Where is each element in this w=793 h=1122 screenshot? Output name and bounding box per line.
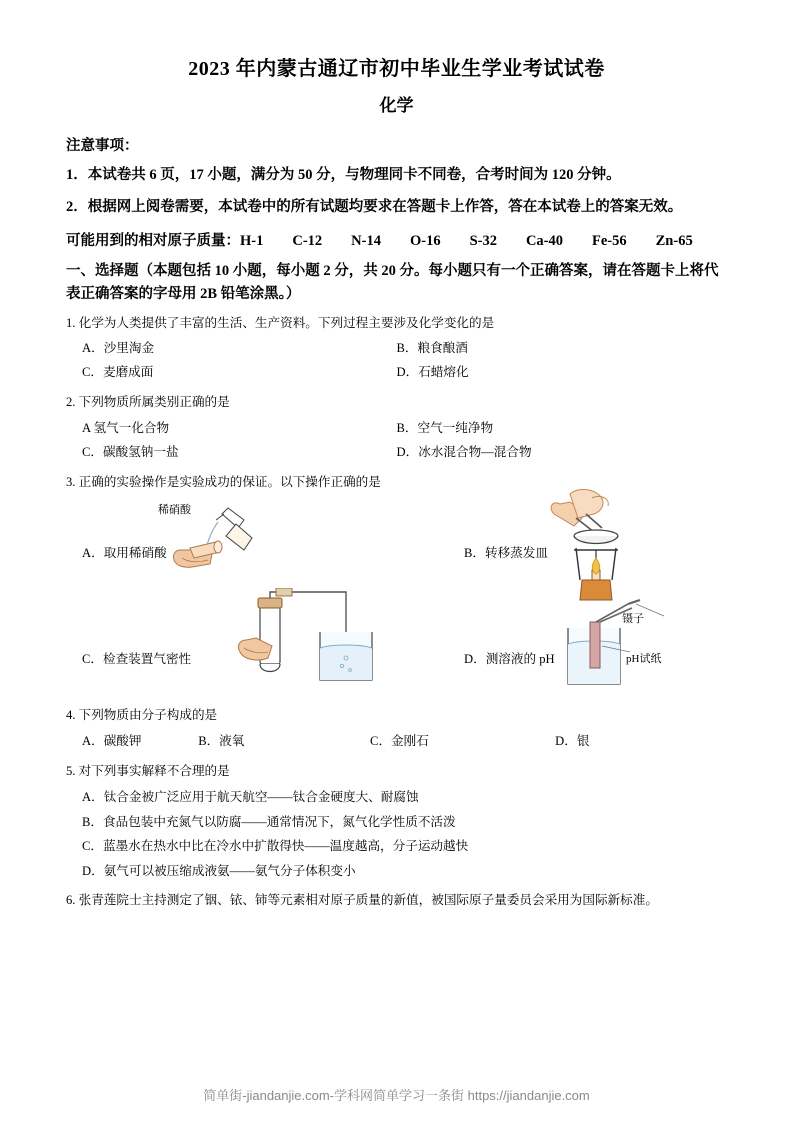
question-5-option-d[interactable]: D．氨气可以被压缩成液氨——氨气分子体积变小: [82, 863, 356, 878]
question-6-stem: 6. 张青莲院士主持测定了铟、铱、铈等元素相对原子质量的新值，被国际原子量委员会采用为国际新标准。: [66, 893, 658, 908]
question-3-stem: 3. 正确的实验操作是实验成功的保证。以下操作正确的是: [66, 474, 381, 489]
question-3-label-dilute-nitric-acid: 稀硝酸: [158, 504, 191, 517]
figure-pouring-acid-icon: [166, 506, 276, 586]
question-1-options: [66, 337, 727, 361]
question-2-option-a[interactable]: A 氢气一化合物: [82, 420, 170, 435]
question-2-options-2: [66, 441, 727, 465]
question-4-options: [66, 730, 727, 754]
question-3-option-c[interactable]: C．检查装置气密性: [82, 652, 192, 667]
figure-ph-measure-icon: [544, 598, 674, 698]
question-4-option-b[interactable]: B．液氧: [198, 733, 245, 748]
figure-airtightness-check-icon: [216, 588, 416, 698]
question-3-option-b[interactable]: B．转移蒸发皿: [464, 546, 548, 561]
question-2-option-d[interactable]: D．冰水混合物—混合物: [396, 444, 532, 459]
question-3-label-ph-paper: pH试纸: [626, 653, 662, 666]
question-1-options-2: [66, 361, 727, 385]
question-1-stem: 1. 化学为人类提供了丰富的生活、生产资料。下列过程主要涉及化学变化的是: [66, 315, 495, 330]
question-1-option-a[interactable]: A．沙里淘金: [82, 341, 155, 356]
notice-item-2: 2．根据网上阅卷需要，本试卷中的所有试题均要求在答题卡上作答，答在本试卷上的答案无效。: [66, 198, 683, 215]
question-3-label-tweezers: 镊子: [622, 613, 644, 626]
notice-item-1: 1．本试卷共 6 页，17 小题，满分为 50 分，与物理同卡不同卷，合考时间为 120 分钟。: [66, 167, 621, 183]
subject-title: 化学: [379, 96, 414, 115]
question-3-option-d[interactable]: D．测溶液的 pH: [464, 652, 555, 667]
page-title: 2023 年内蒙古通辽市初中毕业生学业考试试卷: [188, 58, 605, 80]
question-2-options: [66, 417, 727, 441]
question-5-option-c[interactable]: C．蓝墨水在热水中比在冷水中扩散得快——温度越高，分子运动越快: [82, 839, 469, 854]
question-4-option-c[interactable]: C．金刚石: [370, 733, 429, 748]
question-2-option-c[interactable]: C．碳酸氢钠一盐: [82, 444, 179, 459]
notice-heading: 注意事项：: [66, 138, 139, 154]
relative-atomic-masses: [66, 229, 727, 250]
question-1-option-c[interactable]: C．麦磨成面: [82, 365, 154, 380]
question-2-option-b[interactable]: B．空气一纯净物: [396, 420, 494, 435]
relative-atomic-masses-values: H-1 C-12 N-14 O-16 S-32 Ca-40 Fe-56 Zn-65: [240, 232, 693, 249]
question-2-stem: 2. 下列物质所属类别正确的是: [66, 395, 230, 410]
page-footer: 简单街-jiandanjie.com-学科网简单学习一条街 https://jiandanjie.com: [203, 1088, 590, 1103]
question-4-stem: 4. 下列物质由分子构成的是: [66, 708, 218, 723]
section-heading-1: 一、选择题（本题包括 10 小题，每小题 2 分，共 20 分。每小题只有一个正确答案，请在答题卡上将代表正确答案的字母用 2B 铅笔涂黑。）: [66, 262, 719, 302]
question-3-option-a[interactable]: A．取用稀硝酸: [82, 546, 167, 561]
question-3-figures: [66, 498, 727, 698]
relative-atomic-masses-label: 可能用到的相对原子质量：: [66, 232, 240, 249]
question-5-option-b[interactable]: B．食品包装中充氮气以防腐——通常情况下，氮气化学性质不活泼: [82, 814, 456, 829]
question-4-option-a[interactable]: A．碳酸钾: [82, 733, 142, 748]
question-1-option-b[interactable]: B．粮食酿酒: [396, 341, 468, 356]
question-5-stem: 5. 对下列事实解释不合理的是: [66, 763, 230, 778]
question-1-option-d[interactable]: D．石蜡熔化: [396, 365, 469, 380]
question-4-option-d[interactable]: D．银: [555, 733, 590, 748]
question-5-option-a[interactable]: A．钛合金被广泛应用于航天航空——钛合金硬度大、耐腐蚀: [82, 790, 419, 805]
figure-evaporating-dish-icon: [546, 484, 656, 614]
